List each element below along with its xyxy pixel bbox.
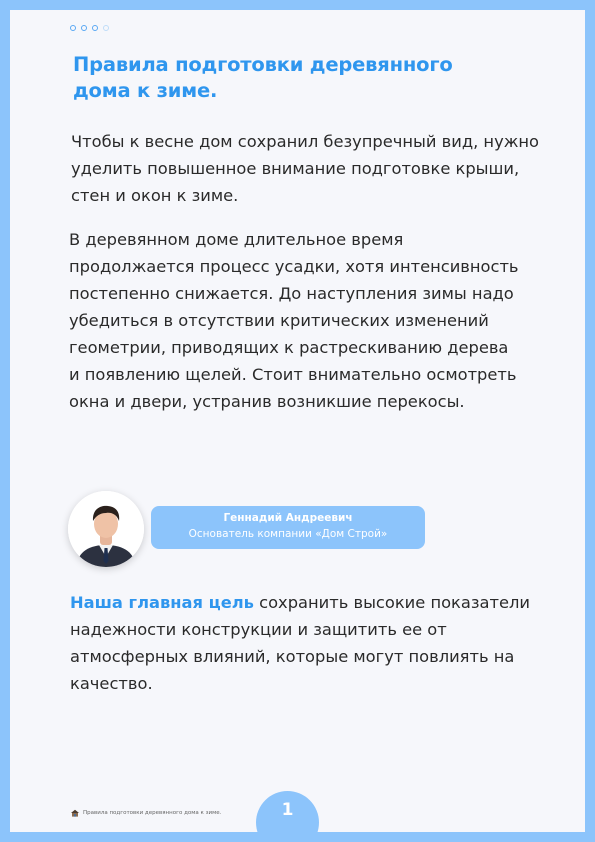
person-icon xyxy=(68,491,144,567)
goal-paragraph xyxy=(70,589,540,697)
goal-text: сохранить высокие показатели надежности конструкции и защитить ее от атмосферных влияний, которые могут повлиять на качество. xyxy=(70,593,530,693)
author-card xyxy=(151,506,425,549)
goal-highlight: Наша главная цель xyxy=(70,593,254,612)
decorative-dots xyxy=(70,25,109,31)
dot-icon xyxy=(92,25,98,31)
footer-text: Правила подготовки деревянного дома к зиме. xyxy=(83,810,222,816)
intro-paragraph: Чтобы к весне дом сохранил безупречный вид, нужно уделить повышенное внимание подготовке крыши, стен и окон к зиме. xyxy=(71,132,539,205)
house-icon xyxy=(70,809,80,817)
page-number: 1 xyxy=(256,791,319,842)
author-role: Основатель компании «Дом Строй» xyxy=(188,528,388,540)
dot-icon xyxy=(81,25,87,31)
footer xyxy=(70,809,221,817)
author-name: Геннадий Андреевич xyxy=(223,512,353,524)
body-paragraph: В деревянном доме длительное время продолжается процесс усадки, хотя интенсивность постепенно снижается. До наступления зимы надо убедиться в отсутствии критических изменений геометрии, приводящих к растрескиванию дерева и появлению щелей. Стоит внимательно осмотреть окна и двери, устранив возникшие перекосы. xyxy=(69,230,519,411)
page-title: Правила подготовки деревянного дома к зиме. xyxy=(73,53,453,102)
dot-icon xyxy=(70,25,76,31)
dot-icon xyxy=(103,25,109,31)
author-avatar xyxy=(68,491,144,567)
page-frame xyxy=(10,10,585,832)
